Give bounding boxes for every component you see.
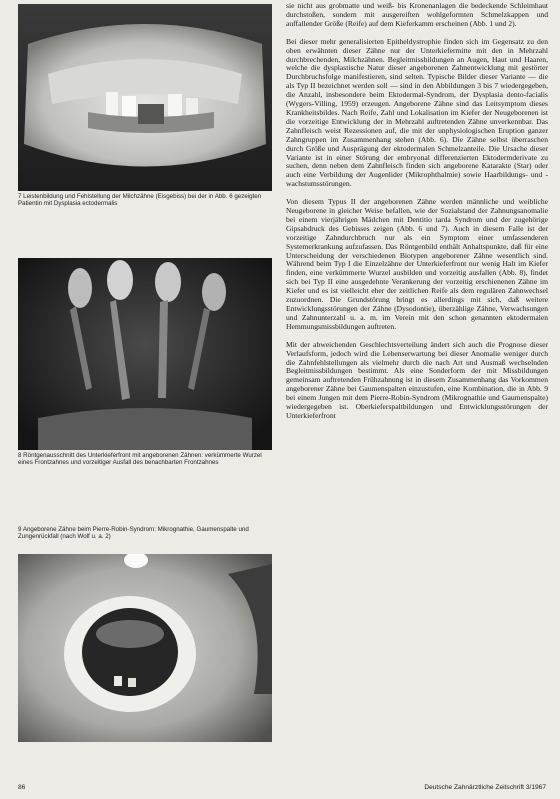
figure-8-xray-photo — [18, 258, 272, 450]
main-text-column — [286, 2, 548, 774]
page-footer — [18, 784, 546, 794]
journal-citation: Deutsche Zahnärztliche Zeitschrift 3/1967 — [424, 784, 546, 791]
body-paragraph: sie nicht aus grobmatte und weiß- bis Kronenanlagen die bedeckende Schleimhaut durchstoßen, sondern mit ausgereiften wohlgeformten Schmelzkappen und auffallender Größe (Reife) auf dem Kieferkamm erscheinen (Abb. 1 und 2). — [286, 2, 548, 28]
figure-9-caption: 9 Angeborene Zähne beim Pierre-Robin-Syndrom: Mikrognathie, Gaumenspalte und Zungenrückfall (nach Wolf u. a. 2) — [18, 526, 249, 541]
body-paragraph: Von diesem Typus II der angeborenen Zähne werden männliche und weibliche Neugeborene in gleicher Weise befallen, wie der Sozialstand der Zahnungsanomalie bei einem vierjährigen Mädchen mit Dentitio tarda Syndrom und der zugehörige Gipsabdruck des Gebisses zeigen (Abb. 6 und 7). Auch in diesem Falle ist der vorzeitige Zahndurchbruch nur als ein Symptom einer umfassenderen Systemerkrankung aufzufassen. Das Röntgenbild enthält Anhaltspunkte, daß für eine Unterscheidung der verschiedenen Biotypen angeborener Zähne wesentlich sind. Während beim Typ I die Einzelzähne der Unterkieferfront nur wenig Halt im Kiefer finden, eine verkümmerte Wurzel ausbilden und vorzeitig ausfallen (Abb. 8), findet sich bei Typ II eine ausgedehnte Verankerung der vorzeitig erschienenen Zähne im Kiefer und es ist vielleicht eher der zeitlichen Reife als dem regulären Zahnwechsel zuzuordnen. Die Grundstörung bringt es allerdings mit sich, daß weitere Entwicklungsstörungen der Zähne (Dysodontie), überzählige Zähne, Verwachsungen und Zahnunterzahl u. a. m. im Verein mit den schon genannten ektodermalen Hemmungsmissbildungen auftreten. — [286, 197, 548, 331]
body-paragraph: Bei dieser mehr generalisierten Epitheldystrophie finden sich im Gegensatz zu den oben erwähnten dieser Zähne nur der Unterkiefermitte mit den in Mehrzahl durchbrechenden, Milchzähnen. Begleitmissbildungen an Augen, Haut und Haaren, welche die dysplastische Natur dieser angeborenen Zahnentwicklung mit gestörter Durchbruchsfolge manifestieren, sind selten. Typische Bilder dieser Variante — die als Typ II bezeichnet werden soll — sind in den Abbildungen 3 bis 7 wiedergegeben, die Anzahl, insbesondere beim Ektodermal-Syndrom, der Dysplasia dento-facialis (Wygers-Villing, 1959) erzeugen. Angeborene Zähne sind das Leitsymptom dieses Krankheitsbildes. Nach Reife, Zahl und Lokalisation im Kiefer der Neugeborenen ist die vorzeitige Entwicklung der in Mehrzahl auftretenden Zähne unverkennbar. Das Zahnfleisch weist Rezessionen auf, die mit der unphysiologischen Eruption ganzer Zahngruppen im Zusammenhang stehen (Abb. 6). Die Zähne selbst überraschen durch Größe und Ausprägung der ektodermalen Schmelzanteile. Die Ursache dieser Variante ist in einer Störung der embryonal differenzierten Ektodermderivate zu suchen, denn neben dem Zahnfleisch finden sich angeborene Katarakte (Star) oder auch eine Verbildung der Augenlider (Mikrophthalmie) sowie Haarbildungs- und -wachstumsstörungen. — [286, 36, 548, 189]
figure-9-infant-mouth-photo — [18, 554, 272, 742]
figure-7-caption: 7 Leistenbildung und Fehlstellung der Milchzähne (Eisgebiss) bei der in Abb. 6 gezeigten Patientin mit Dysplasia ectodermalis — [18, 193, 262, 208]
body-paragraph: Mit der abweichenden Geschlechtsverteilung ändert sich auch die Prognose dieser Verlaufsform, jedoch wird die Lebenserwartung bei dieser Anomalie weniger durch die Zahnfehlstellungen als vielmehr durch die nach Art und Ausmaß wechselnden Begleitmissbildungen bestimmt. Als eine Sonderform der mit Missbildungen gemeinsam auftretenden Frühzahnung ist in diesem Zusammenhang das Vorkommen angeborener Zähne bei Gaumenspalten einzustufen, eine Kombination, die in Abb. 9 bei einem Jungen mit dem Pierre-Robin-Syndrom (Mikrognathie und Gaumenspalte) wiedergegeben ist. Oberkieferspaltbildungen und Entwicklungsstörungen der Unterkieferfront — [286, 339, 548, 420]
page-number: 86 — [18, 784, 26, 791]
figure-7-dental-cast-photo — [18, 4, 272, 191]
figure-8-caption: 8 Röntgenausschnitt des Unterkieferfront mit angeborenen Zähnen: verkümmerte Wurzel eines Frontzahnes und vorzeitiger Ausfall des benachbarten Frontzahnes — [18, 452, 262, 467]
